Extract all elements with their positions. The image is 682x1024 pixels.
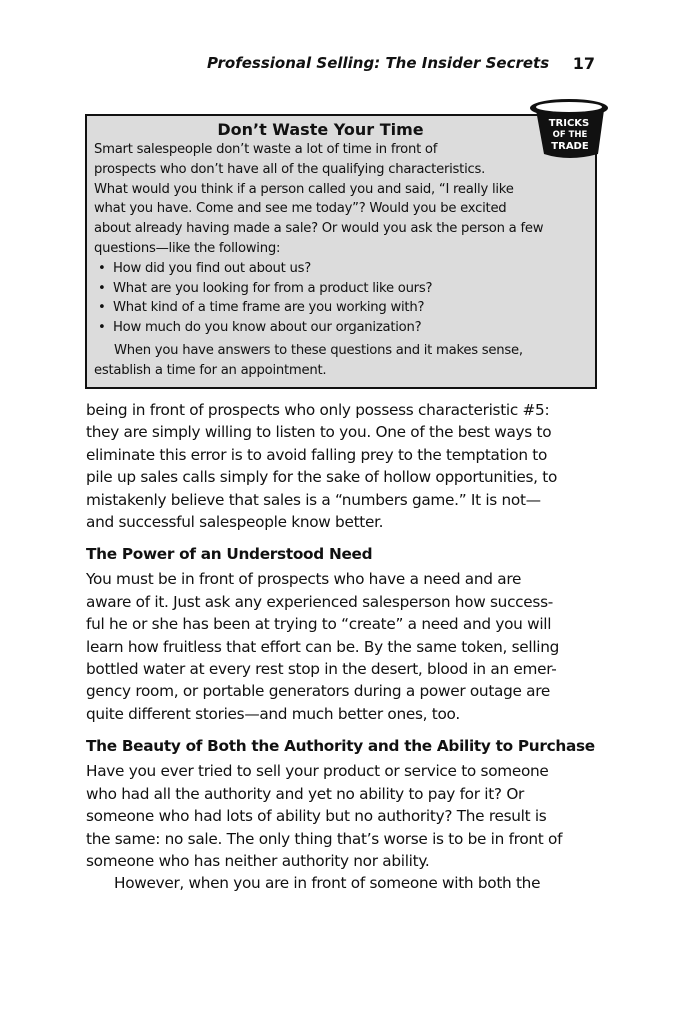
sidebar-closing-line: When you have answers to these questions and it makes sense, [114,342,523,358]
bullet-icon: • [98,300,106,316]
sidebar-bullet-list [94,259,587,338]
sidebar-intro-line: prospects who don’t have all of the qualifying characteristics. [94,161,486,177]
paragraph-line: Have you ever tried to sell your product or service to someone [86,762,549,781]
paragraph-line: the same: no sale. The only thing that’s worse is to be in front of [86,829,563,848]
paragraph-line: bottled water at every rest stop in the desert, blood in an emer- [86,660,557,679]
sidebar-title: Don’t Waste Your Time [217,120,424,139]
sidebar-bullet-item [98,279,587,299]
paragraph-line: eliminate this error is to avoid falling prey to the temptation to [86,445,548,464]
sidebar-bullet-text: What kind of a time frame are you working with? [113,300,425,316]
running-head [207,54,599,76]
sidebar-closing-line: establish a time for an appointment. [94,362,327,378]
hat-badge-line-3: TRADE [551,141,589,152]
hat-badge-line-1: TRICKS [548,118,590,129]
paragraph-line: pile up sales calls simply for the sake of hollow opportunities, to [86,468,558,487]
paragraph [86,399,606,533]
paragraph-line: gency room, or portable generators during a power outage are [86,682,551,701]
bullet-icon: • [98,280,106,296]
bullet-icon: • [98,320,106,336]
section-heading: The Beauty of Both the Authority and the Ability to Purchase [86,737,595,756]
paragraph-line: and successful salespeople know better. [86,513,384,532]
paragraph-line: someone who had lots of ability but no authority? The result is [86,807,547,826]
paragraph-line: quite different stories—and much better ones, too. [86,704,460,723]
sidebar-bullet-text: What are you looking for from a product like ours? [113,280,433,296]
sidebar-bullet-item [98,259,587,279]
paragraph [86,568,606,725]
sidebar-intro [94,140,587,259]
paragraph-line: learn how fruitless that effort can be. By the same token, selling [86,637,560,656]
sidebar-closing [94,341,587,381]
page-number: 17 [572,54,595,73]
paragraph-line: aware of it. Just ask any experienced salesperson how success- [86,592,553,611]
sidebar-bullet-item [98,318,587,338]
paragraph-line: who had all the authority and yet no ability to pay for it? Or [86,784,525,803]
running-head-title: Professional Selling: The Insider Secrets [207,54,550,72]
section-heading: The Power of an Understood Need [86,545,373,564]
sidebar-intro-line: Smart salespeople don’t waste a lot of time in front of [94,142,438,157]
hat-badge-line-2: OF THE [552,130,588,140]
paragraph-line: they are simply willing to listen to you. One of the best ways to [86,423,552,442]
sidebar-intro-line: about already having made a sale? Or would you ask the person a few [94,221,544,237]
tip-sidebar [85,114,597,389]
paragraph-line: mistakenly believe that sales is a “numbers game.” It is not— [86,490,541,509]
sidebar-bullet-item [98,298,587,318]
bullet-icon: • [98,260,106,276]
paragraph [86,872,606,894]
sidebar-bullet-text: How much do you know about our organization? [113,320,422,336]
paragraph-line: being in front of prospects who only possess characteristic #5: [86,401,550,419]
sidebar-intro-line: questions—like the following: [94,240,281,256]
paragraph-line: ful he or she has been at trying to “create” a need and you will [86,615,552,634]
paragraph-line: You must be in front of prospects who have a need and are [86,570,522,589]
sidebar-bullet-text: How did you find out about us? [113,260,311,276]
sidebar-intro-line: What would you think if a person called you and said, “I really like [94,181,514,197]
paragraph [86,760,606,872]
body-text [86,399,606,895]
paragraph-line: someone who has neither authority nor ability. [86,851,430,870]
paragraph-line: However, when you are in front of someone with both the [114,874,541,893]
tricks-of-the-trade-hat-icon [528,96,610,160]
sidebar-intro-line: what you have. Come and see me today”? Would you be excited [94,201,507,217]
